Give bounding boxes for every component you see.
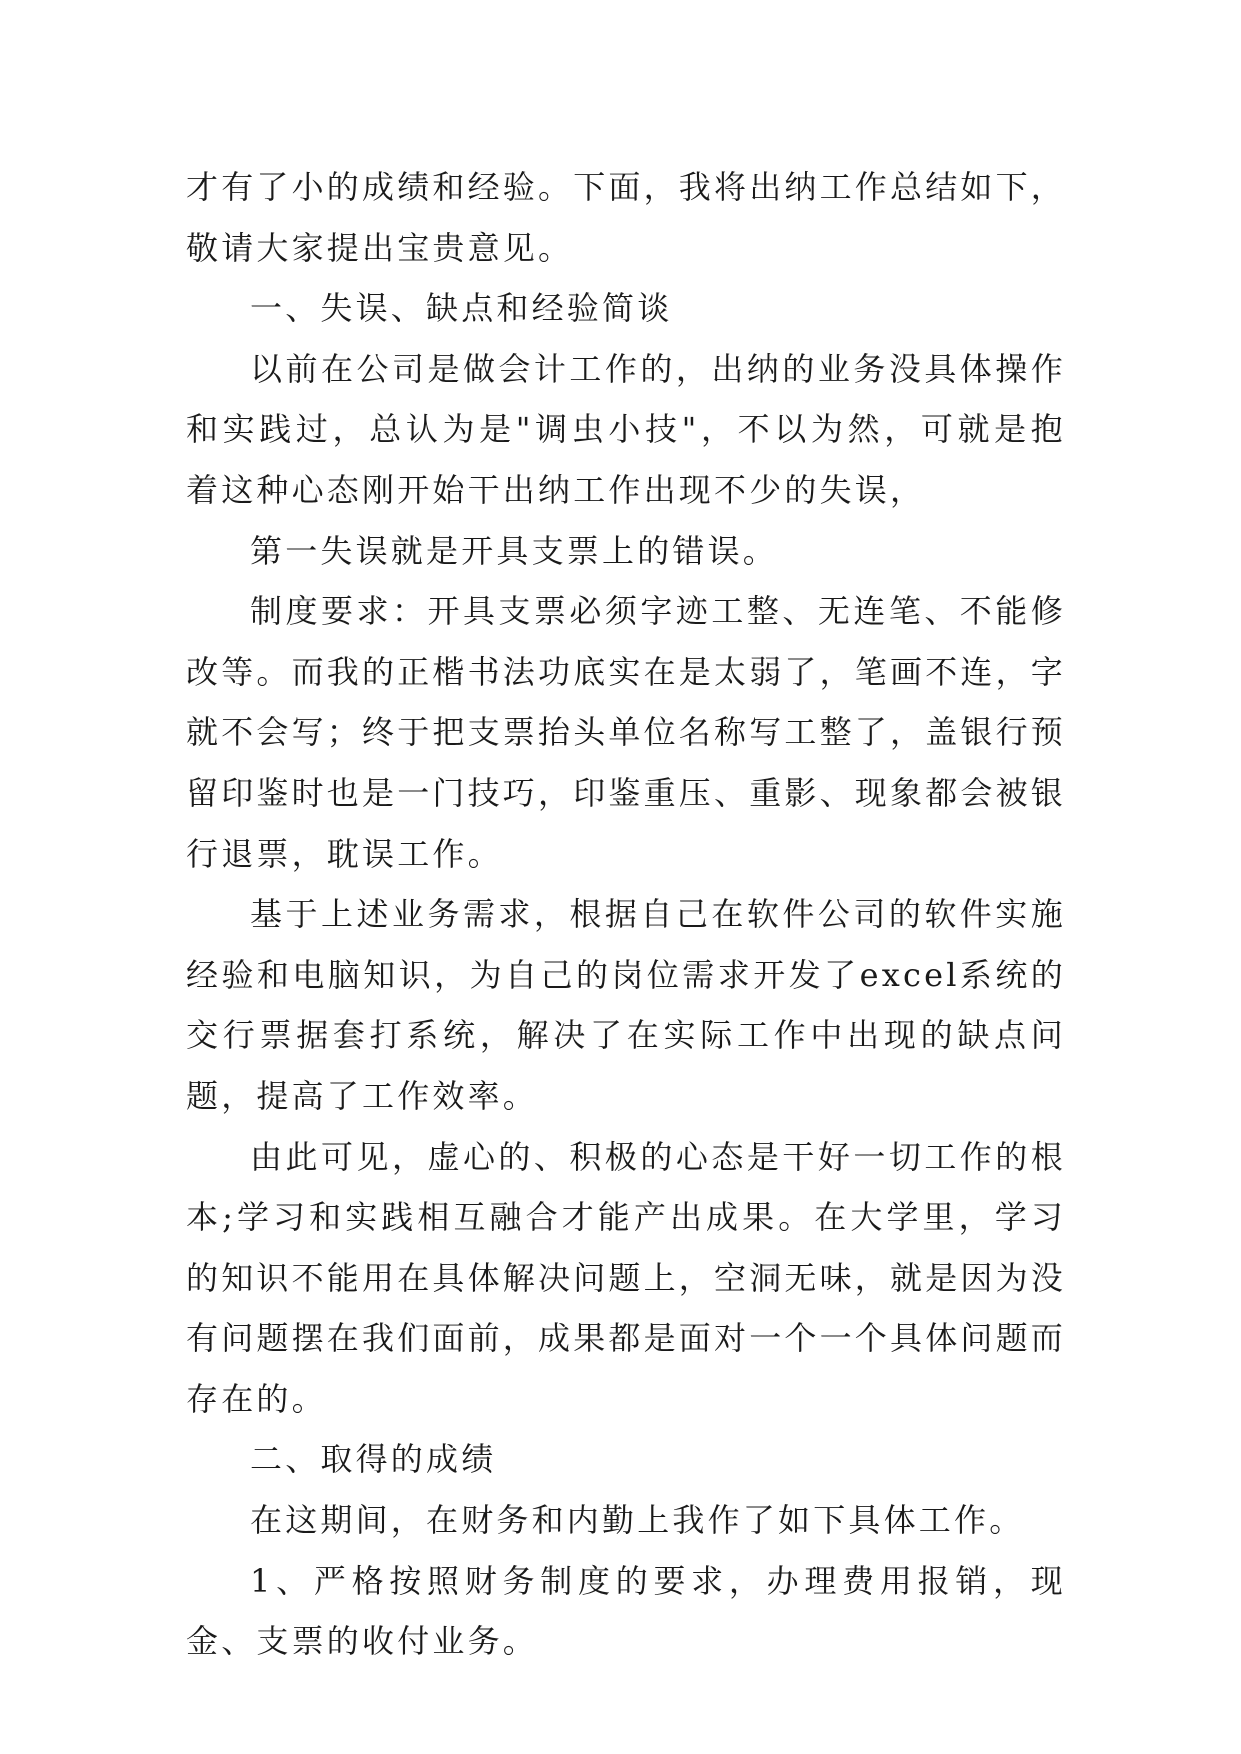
document-body (186, 157, 1066, 1672)
section-heading-achievements: 二、取得的成绩 (250, 1440, 497, 1479)
section-heading-mistakes: 一、失误、缺点和经验简谈 (250, 289, 673, 328)
paragraph-intro-continuation: 才有了小的成绩和经验。下面，我将出纳工作总结如下，敬请大家提出宝贵意见。 (186, 168, 1067, 267)
paragraph-excel-system: 基于上述业务需求，根据自己在软件公司的软件实施经验和电脑知识，为自己的岗位需求开发了excel系统的交行票据套打系统，解决了在实际工作中出现的缺点问题，提高了工作效率。 (186, 895, 1066, 1115)
paragraph-first-mistake: 第一失误就是开具支票上的错误。 (250, 531, 779, 570)
paragraph-conclusion: 由此可见，虚心的、积极的心态是干好一切工作的根本;学习和实践相互融合才能产出成果。在大学里，学习的知识不能用在具体解决问题上，空洞无味，就是因为没有问题摆在我们面前，成果都是面对一个一个具体问题而存在的。 (186, 1137, 1067, 1418)
paragraph-work-intro: 在这期间，在财务和内勤上我作了如下具体工作。 (250, 1501, 1025, 1540)
list-item-1: 1、严格按照财务制度的要求，办理费用报销，现金、支票的收付业务。 (186, 1561, 1066, 1661)
paragraph-background: 以前在公司是做会计工作的，出纳的业务没具体操作和实践过，总认为是"调虫小技"，不以为然，可就是抱着这种心态刚开始干出纳工作出现不少的失误， (186, 349, 1066, 509)
paragraph-cheque-requirements: 制度要求：开具支票必须字迹工整、无连笔、不能修改等。而我的正楷书法功底实在是太弱了，笔画不连，字就不会写；终于把支票抬头单位名称写工整了，盖银行预留印鉴时也是一门技巧，印鉴重压、重影、现象都会被银行退票，耽误工作。 (186, 592, 1067, 873)
